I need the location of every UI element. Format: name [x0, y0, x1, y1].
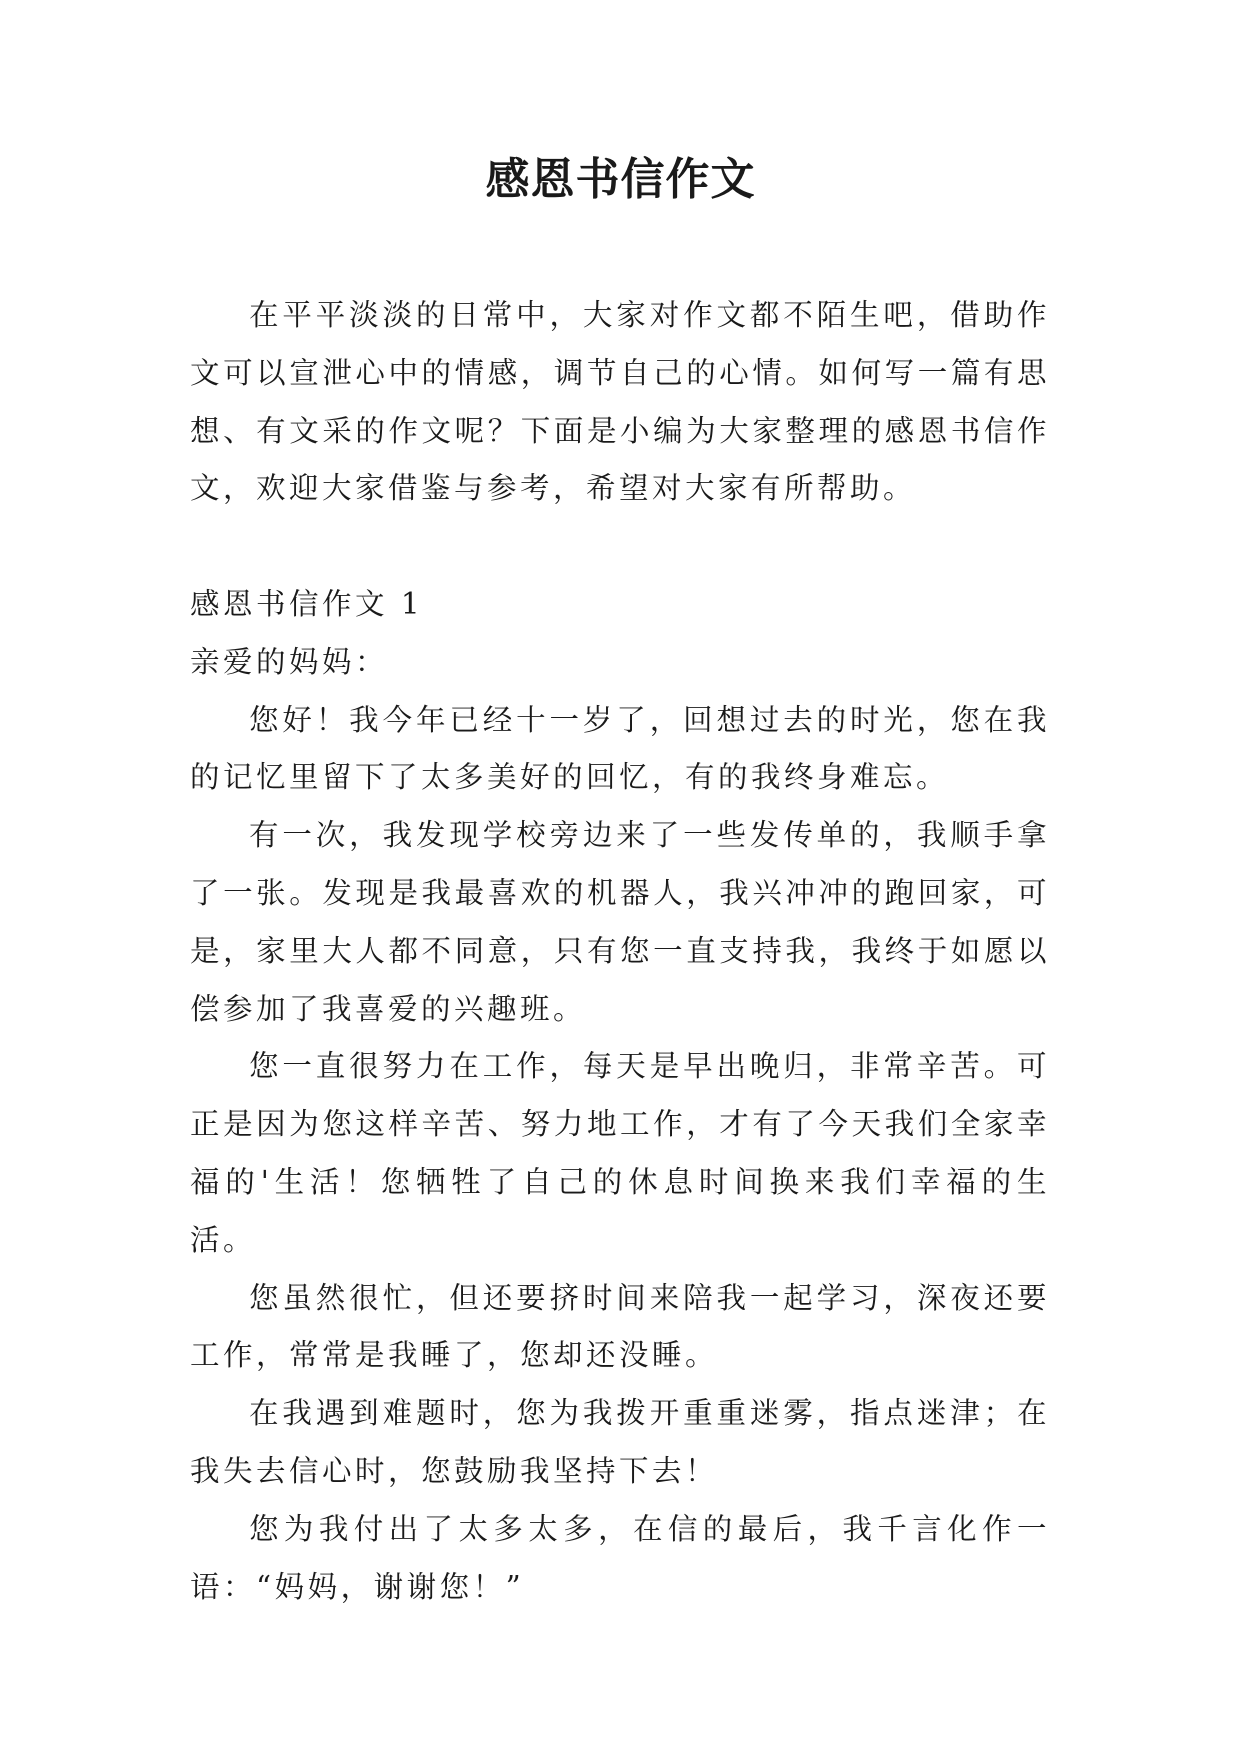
letter-paragraph-1: 您好！我今年已经十一岁了，回想过去的时光，您在我的记忆里留下了太多美好的回忆，有的我终身难忘。: [190, 702, 1050, 795]
paragraph-gap: [190, 518, 1050, 576]
intro-paragraph: 在平平淡淡的日常中，大家对作文都不陌生吧，借助作文可以宣泄心中的情感，调节自己的心情。如何写一篇有思想、有文采的作文呢？下面是小编为大家整理的感恩书信作文，欢迎大家借鉴与参考，希望对大家有所帮助。: [190, 298, 1050, 506]
letter-salutation: 亲爱的妈妈：: [190, 644, 389, 679]
letter-paragraph-2: 有一次，我发现学校旁边来了一些发传单的，我顺手拿了一张。发现是我最喜欢的机器人，我兴冲冲的跑回家，可是，家里大人都不同意，只有您一直支持我，我终于如愿以偿参加了我喜爱的兴趣班。: [190, 818, 1050, 1026]
letter-paragraph-4: 您虽然很忙，但还要挤时间来陪我一起学习，深夜还要工作，常常是我睡了，您却还没睡。: [190, 1280, 1050, 1373]
letter-paragraph-6: 您为我付出了太多太多，在信的最后，我千言化作一语：“妈妈，谢谢您！”: [190, 1511, 1050, 1604]
letter-paragraph-5: 在我遇到难题时，您为我拨开重重迷雾，指点迷津；在我失去信心时，您鼓励我坚持下去！: [190, 1396, 1050, 1488]
letter-paragraph-3: 您一直很努力在工作，每天是早出晚归，非常辛苦。可正是因为您这样辛苦、努力地工作，才有了今天我们全家幸福的'生活！您牺牲了自己的休息时间换来我们幸福的生活。: [190, 1049, 1050, 1257]
document-body: [190, 287, 1050, 1616]
document-title: 感恩书信作文: [485, 154, 756, 205]
section-heading: 感恩书信作文 1: [190, 586, 424, 621]
